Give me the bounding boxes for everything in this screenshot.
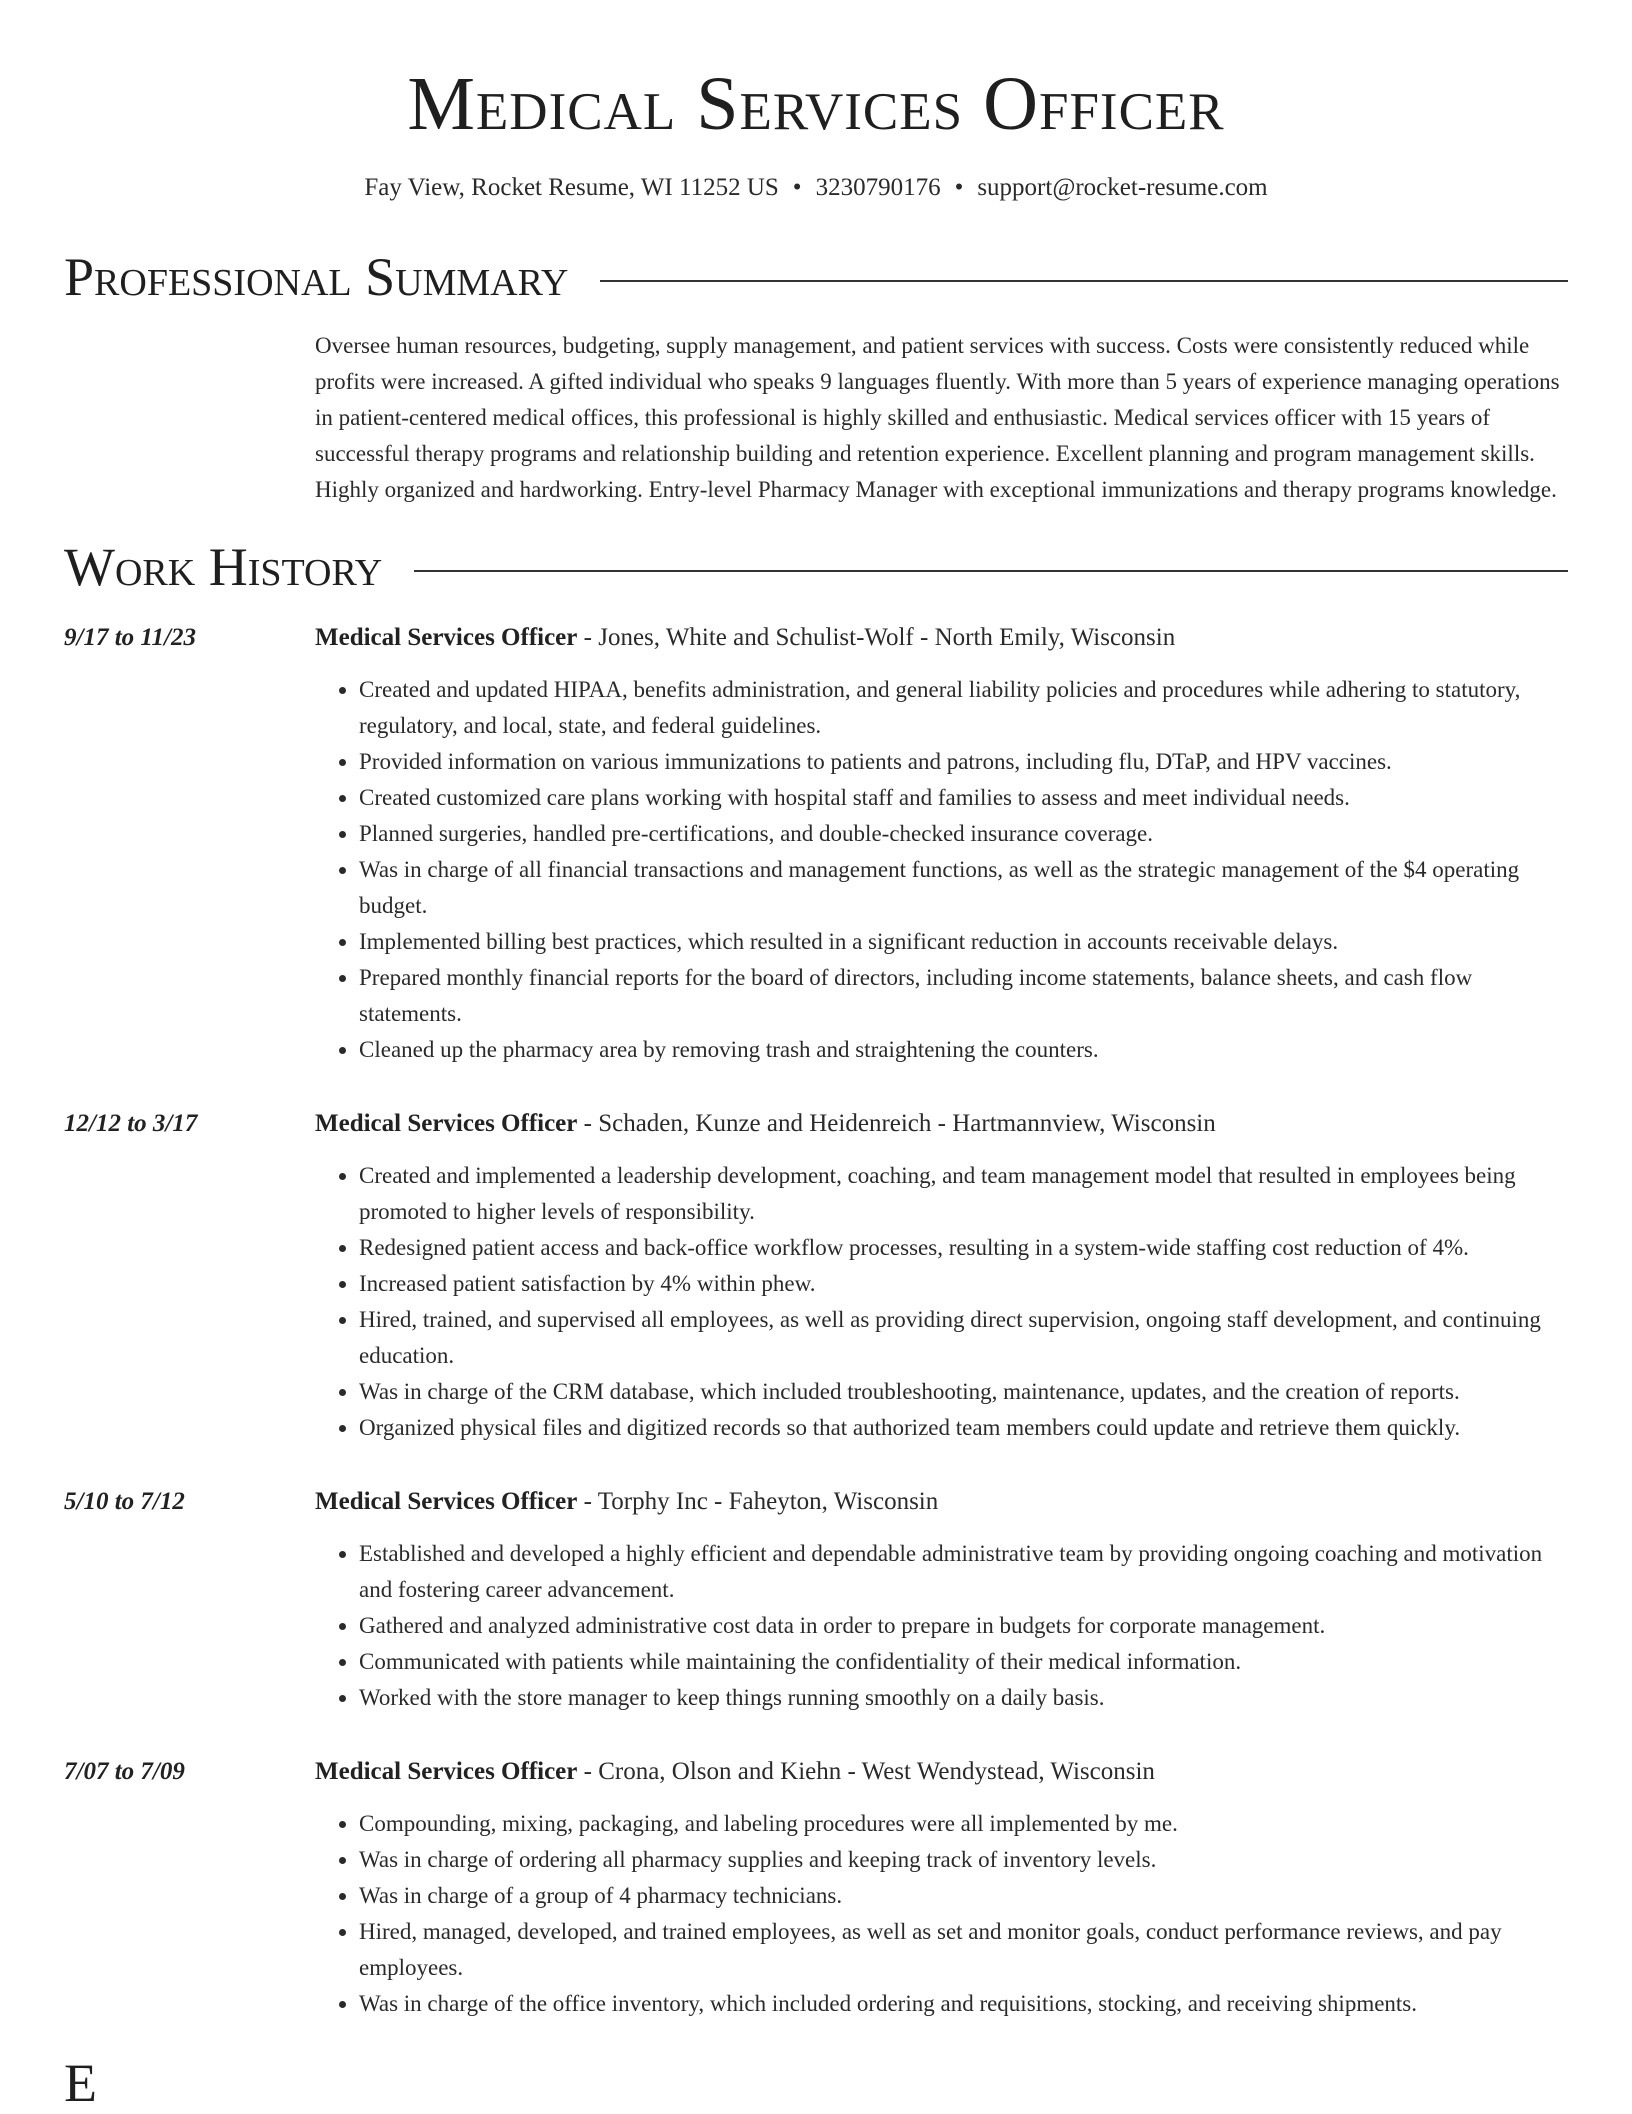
section-divider xyxy=(414,570,1568,572)
job-bullet: • Increased patient satisfaction by 4% within phew. xyxy=(359,1266,1568,1302)
work-section-header xyxy=(64,536,1568,598)
summary-heading: Professional Summary xyxy=(64,247,569,307)
job-employer: - Torphy Inc - Faheyton, Wisconsin xyxy=(577,1488,939,1515)
job-bullets xyxy=(315,1536,1568,1716)
job-heading xyxy=(315,1484,1568,1520)
contact-separator: • xyxy=(954,174,964,201)
job-role: Medical Services Officer xyxy=(315,1758,578,1785)
job-bullet: • Compounding, mixing, packaging, and labeling procedures were all implemented by me. xyxy=(359,1806,1568,1842)
resume-title: Medical Services Officer xyxy=(407,62,1225,146)
job-entry xyxy=(64,1754,1568,2022)
job-bullet: • Prepared monthly financial reports for the board of directors, including income statements, balance sheets, and cash flow statements. xyxy=(359,960,1568,1032)
job-bullet: • Was in charge of the office inventory, which included ordering and requisitions, stocking, and receiving shipments. xyxy=(359,1986,1568,2022)
job-bullet: • Was in charge of all financial transactions and management functions, as well as the strategic management of the $4 operating budget. xyxy=(359,852,1568,924)
job-employer: - Jones, White and Schulist-Wolf - North Emily, Wisconsin xyxy=(577,624,1176,651)
job-bullet: • Was in charge of ordering all pharmacy supplies and keeping track of inventory levels. xyxy=(359,1842,1568,1878)
job-entry xyxy=(64,1106,1568,1446)
contact-address: Fay View, Rocket Resume, WI 11252 US xyxy=(364,174,779,201)
job-bullet: • Was in charge of the CRM database, which included troubleshooting, maintenance, updates, and the creation of reports. xyxy=(359,1374,1568,1410)
job-bullets xyxy=(315,1806,1568,2022)
job-entry xyxy=(64,620,1568,1068)
job-dates: 12/12 to 3/17 xyxy=(64,1110,198,1137)
job-bullet: • Created and updated HIPAA, benefits administration, and general liability policies and procedures while adhering to statutory, regulatory, and local, state, and federal guidelines. xyxy=(359,672,1568,744)
job-heading xyxy=(315,620,1568,656)
job-employer: - Crona, Olson and Kiehn - West Wendystead, Wisconsin xyxy=(577,1758,1155,1785)
job-bullet: • Worked with the store manager to keep things running smoothly on a daily basis. xyxy=(359,1680,1568,1716)
contact-separator: • xyxy=(792,174,802,201)
job-dates: 5/10 to 7/12 xyxy=(64,1488,185,1515)
job-bullet: • Hired, managed, developed, and trained employees, as well as set and monitor goals, conduct performance reviews, and pay employees. xyxy=(359,1914,1568,1986)
job-bullet: • Established and developed a highly efficient and dependable administrative team by providing ongoing coaching and motivation and fostering career advancement. xyxy=(359,1536,1568,1608)
contact-line xyxy=(64,172,1568,204)
contact-email: support@rocket-resume.com xyxy=(977,174,1268,201)
job-bullets xyxy=(315,672,1568,1068)
job-role: Medical Services Officer xyxy=(315,1110,578,1137)
job-role: Medical Services Officer xyxy=(315,624,578,651)
job-bullet: • Provided information on various immunizations to patients and patrons, including flu, DTaP, and HPV vaccines. xyxy=(359,744,1568,780)
job-dates: 7/07 to 7/09 xyxy=(64,1758,185,1785)
job-bullets xyxy=(315,1158,1568,1446)
job-bullet: • Implemented billing best practices, which resulted in a significant reduction in accounts receivable delays. xyxy=(359,924,1568,960)
job-role: Medical Services Officer xyxy=(315,1488,578,1515)
job-heading xyxy=(315,1106,1568,1142)
section-divider xyxy=(600,280,1568,282)
job-bullet: • Cleaned up the pharmacy area by removing trash and straightening the counters. xyxy=(359,1032,1568,1068)
summary-section-header xyxy=(64,246,1568,308)
next-section-heading-fragment: E xyxy=(64,2053,97,2113)
job-bullet: • Was in charge of a group of 4 pharmacy technicians. xyxy=(359,1878,1568,1914)
job-bullet: • Hired, trained, and supervised all employees, as well as providing direct supervision, ongoing staff development, and continuing education. xyxy=(359,1302,1568,1374)
job-bullet: • Redesigned patient access and back-office workflow processes, resulting in a system-wide staffing cost reduction of 4%. xyxy=(359,1230,1568,1266)
job-employer: - Schaden, Kunze and Heidenreich - Hartmannview, Wisconsin xyxy=(577,1110,1216,1137)
job-bullet: • Created and implemented a leadership development, coaching, and team management model that resulted in employees being promoted to higher levels of responsibility. xyxy=(359,1158,1568,1230)
contact-phone: 3230790176 xyxy=(815,174,941,201)
job-heading xyxy=(315,1754,1568,1790)
job-dates: 9/17 to 11/23 xyxy=(64,624,196,651)
job-bullet: • Organized physical files and digitized records so that authorized team members could update and retrieve them quickly. xyxy=(359,1410,1568,1446)
job-bullet: • Communicated with patients while maintaining the confidentiality of their medical information. xyxy=(359,1644,1568,1680)
work-heading: Work History xyxy=(64,537,383,597)
job-bullet: • Planned surgeries, handled pre-certifications, and double-checked insurance coverage. xyxy=(359,816,1568,852)
job-bullet: • Gathered and analyzed administrative cost data in order to prepare in budgets for corporate management. xyxy=(359,1608,1568,1644)
job-entry xyxy=(64,1484,1568,1716)
job-bullet: • Created customized care plans working with hospital staff and families to assess and meet individual needs. xyxy=(359,780,1568,816)
summary-text: Oversee human resources, budgeting, supply management, and patient services with success. Costs were consistently reduced while profits were increased. A gifted individual who speaks 9 languages fluently. With more than 5 years of experience managing operations in patient-centered medical offices, this professional is highly skilled and enthusiastic. Medical services officer with 15 years of successful therapy programs and relationship building and retention experience. Excellent planning and program management skills. Highly organized and hardworking. Entry-level Pharmacy Manager with exceptional immunizations and therapy programs knowledge. xyxy=(315,333,1560,502)
